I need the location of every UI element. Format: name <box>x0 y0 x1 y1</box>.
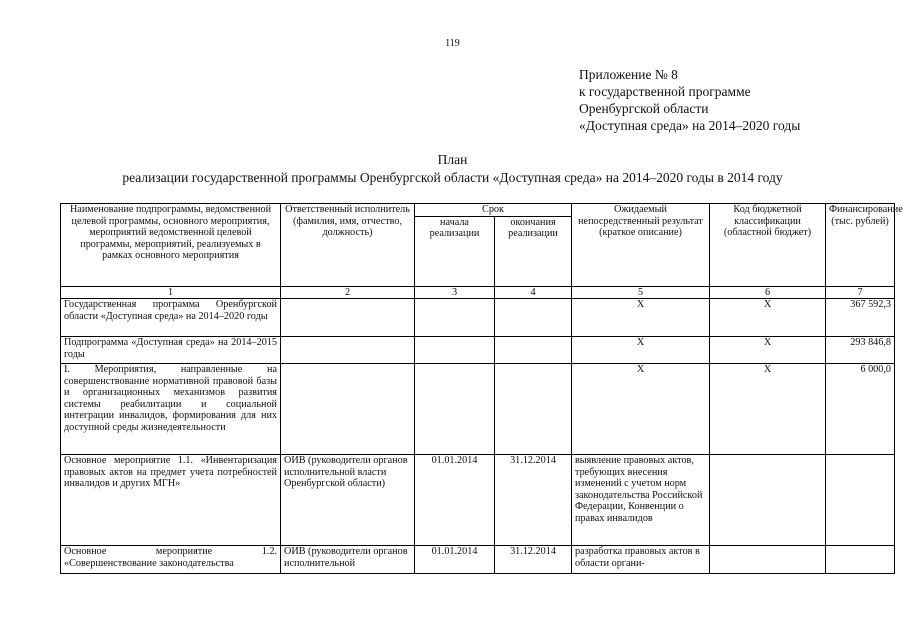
cell-code: Х <box>710 364 826 455</box>
cell-result: Х <box>572 364 710 455</box>
appendix-line: Оренбургской области <box>579 101 709 116</box>
header-end: окончания реализации <box>495 216 572 286</box>
cell-result: выявление правовых актов, требующих внесения изменений с учетом норм законодательства Российской Федерации, Конвенции о правах инвалидов <box>572 455 710 546</box>
cell-code <box>710 546 826 574</box>
cell-executor <box>281 337 415 364</box>
cell-name: Основное мероприятие 1.2. «Совершенствование законодательства <box>61 546 281 574</box>
cell-name: Основное мероприятие 1.1. «Инвентаризация правовых актов на предмет учета потребностей инвалидов и других МГН» <box>61 455 281 546</box>
cell-finance: 6 000,0 <box>826 364 895 455</box>
cell-code: Х <box>710 299 826 337</box>
col-num: 4 <box>495 287 572 299</box>
cell-end <box>495 364 572 455</box>
col-num: 7 <box>826 287 895 299</box>
cell-name: Государственная программа Оренбургской области «Доступная среда» на 2014–2020 годы <box>61 299 281 337</box>
plan-subtitle: реализации государственной программы Оренбургской области «Доступная среда» на 2014–2020 годы в 2014 году <box>122 170 783 185</box>
cell-name: I. Мероприятия, направленные на совершенствование нормативной правовой базы и организационных механизмов развития системы реабилитации и социальной интеграции инвалидов, формирования для них доступной среды жизнедеятельности <box>61 364 281 455</box>
cell-start: 01.01.2014 <box>415 546 495 574</box>
col-num: 6 <box>710 287 826 299</box>
header-executor: Ответственный исполнитель (фамилия, имя, отчество, должность) <box>281 204 415 287</box>
table-row <box>61 455 895 546</box>
cell-executor <box>281 299 415 337</box>
cell-end <box>495 337 572 364</box>
cell-name: Подпрограмма «Доступная среда» на 2014–2015 годы <box>61 337 281 364</box>
cell-executor <box>281 364 415 455</box>
page-number: 119 <box>445 38 460 49</box>
appendix-header <box>579 66 800 134</box>
header-row <box>61 204 895 217</box>
cell-result: разработка правовых актов в области органи- <box>572 546 710 574</box>
col-num: 2 <box>281 287 415 299</box>
header-financing: Финансирование (тыс. рублей) <box>826 204 895 287</box>
cell-finance <box>826 455 895 546</box>
col-num: 5 <box>572 287 710 299</box>
cell-finance: 367 592,3 <box>826 299 895 337</box>
cell-result: Х <box>572 299 710 337</box>
appendix-line: к государственной программе <box>579 84 751 99</box>
header-budget-code: Код бюджетной классификации (областной бюджет) <box>710 204 826 287</box>
cell-result: Х <box>572 337 710 364</box>
cell-executor: ОИВ (руководители органов исполнительной власти Оренбургской области) <box>281 455 415 546</box>
cell-end: 31.12.2014 <box>495 546 572 574</box>
cell-code <box>710 455 826 546</box>
cell-start <box>415 299 495 337</box>
appendix-line: «Доступная среда» на 2014–2020 годы <box>579 118 801 133</box>
cell-start: 01.01.2014 <box>415 455 495 546</box>
header-name: Наименование подпрограммы, ведомственной целевой программы, основного мероприятия, мероприятий ведомственной целевой программы, мероприятий, реализуемых в рамках основного мероприятия <box>61 204 281 287</box>
plan-title: План <box>437 152 468 167</box>
table-row <box>61 337 895 364</box>
cell-finance <box>826 546 895 574</box>
header-term: Срок <box>415 204 572 217</box>
header-result: Ожидаемый непосредственный результат (краткое описание) <box>572 204 710 287</box>
cell-start <box>415 337 495 364</box>
cell-executor: ОИВ (руководители органов исполнительной <box>281 546 415 574</box>
table-row <box>61 546 895 574</box>
column-number-row <box>61 287 895 299</box>
col-num: 3 <box>415 287 495 299</box>
cell-start <box>415 364 495 455</box>
cell-finance: 293 846,8 <box>826 337 895 364</box>
col-num: 1 <box>61 287 281 299</box>
table-row <box>61 364 895 455</box>
cell-code: Х <box>710 337 826 364</box>
plan-table <box>60 203 903 574</box>
cell-end <box>495 299 572 337</box>
appendix-line: Приложение № 8 <box>579 67 678 82</box>
cell-end: 31.12.2014 <box>495 455 572 546</box>
table-row <box>61 299 895 337</box>
header-start: начала реализации <box>415 216 495 286</box>
